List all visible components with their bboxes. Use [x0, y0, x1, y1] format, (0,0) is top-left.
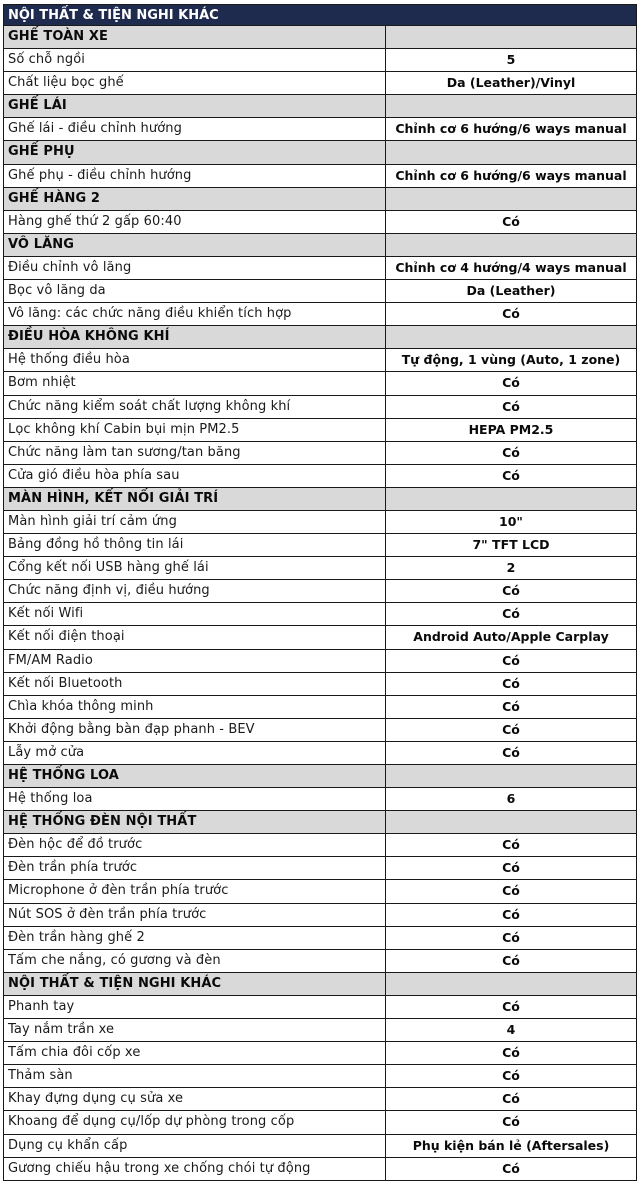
- row-value: Có: [502, 952, 520, 968]
- row-value: Có: [502, 583, 520, 599]
- table-row: [3, 1135, 637, 1158]
- section-title: VÔ LĂNG: [4, 234, 386, 256]
- table-row: [3, 49, 637, 72]
- table-row: [3, 996, 637, 1019]
- row-value: Có: [502, 929, 520, 945]
- table-row: [3, 557, 637, 580]
- table-row: [3, 580, 637, 603]
- row-value: Có: [502, 860, 520, 876]
- row-value: Chỉnh cơ 6 hướng/6 ways manual: [395, 167, 627, 183]
- row-value: Da (Leather): [466, 283, 556, 299]
- section-header-row: [3, 326, 637, 349]
- row-label: Bơm nhiệt: [4, 372, 386, 394]
- row-value: 10": [499, 513, 523, 529]
- table-row: [3, 1019, 637, 1042]
- row-label: Nút SOS ở đèn trần phía trước: [4, 904, 386, 926]
- table-row: [3, 904, 637, 927]
- row-label: Hệ thống điều hòa: [4, 349, 386, 371]
- row-label: Cửa gió điều hòa phía sau: [4, 465, 386, 487]
- row-label: Ghế phụ - điều chỉnh hướng: [4, 165, 386, 187]
- section-value-cell: [386, 95, 636, 117]
- table-row: [3, 927, 637, 950]
- table-row: [3, 857, 637, 880]
- row-label: Đèn trần phía trước: [4, 857, 386, 879]
- row-label: Khoang để dụng cụ/lốp dự phòng trong cốp: [4, 1111, 386, 1133]
- row-label: Bọc vô lăng da: [4, 280, 386, 302]
- row-label: Chức năng làm tan sương/tan băng: [4, 442, 386, 464]
- row-label: Hàng ghế thứ 2 gấp 60:40: [4, 211, 386, 233]
- table-row: [3, 834, 637, 857]
- row-value: Tự động, 1 vùng (Auto, 1 zone): [401, 352, 621, 368]
- row-value: Có: [502, 444, 520, 460]
- section-title: ĐIỀU HÒA KHÔNG KHÍ: [4, 326, 386, 348]
- section-value-cell: [386, 326, 636, 348]
- section-value-cell: [386, 26, 636, 48]
- row-label: Ghế lái - điều chỉnh hướng: [4, 118, 386, 140]
- spec-table: [3, 4, 637, 1181]
- row-value: Có: [502, 698, 520, 714]
- row-label: Vô lăng: các chức năng điều khiển tích hợp: [4, 303, 386, 325]
- section-header-row: [3, 188, 637, 211]
- table-row: [3, 719, 637, 742]
- row-value: Có: [502, 837, 520, 853]
- section-value-cell: [386, 973, 636, 995]
- row-label: Bảng đồng hồ thông tin lái: [4, 534, 386, 556]
- row-label: Chìa khóa thông minh: [4, 696, 386, 718]
- row-value: Chỉnh cơ 6 hướng/6 ways manual: [395, 121, 627, 137]
- row-value: Có: [502, 1160, 520, 1176]
- table-row: [3, 349, 637, 372]
- section-header-row: [3, 234, 637, 257]
- row-value: Có: [502, 213, 520, 229]
- row-value: Có: [502, 1045, 520, 1061]
- table-row: [3, 211, 637, 234]
- table-row: [3, 511, 637, 534]
- row-value: Phụ kiện bán lẻ (Aftersales): [412, 1137, 610, 1153]
- table-row: [3, 626, 637, 649]
- section-title: GHẾ HÀNG 2: [4, 188, 386, 210]
- row-value: 6: [506, 791, 516, 807]
- table-row: [3, 396, 637, 419]
- row-value: 2: [506, 560, 516, 576]
- table-row: [3, 1065, 637, 1088]
- row-value: Chỉnh cơ 4 hướng/4 ways manual: [395, 259, 627, 275]
- section-title: GHẾ TOÀN XE: [4, 26, 386, 48]
- section-value-cell: [386, 188, 636, 210]
- row-label: Dụng cụ khẩn cấp: [4, 1135, 386, 1157]
- section-value-cell: [386, 811, 636, 833]
- section-title: NỘI THẤT & TIỆN NGHI KHÁC: [4, 973, 386, 995]
- row-value: Có: [502, 467, 520, 483]
- table-row: [3, 673, 637, 696]
- row-label: Tấm chia đôi cốp xe: [4, 1042, 386, 1064]
- row-label: Đèn hộc để đồ trước: [4, 834, 386, 856]
- row-label: FM/AM Radio: [4, 650, 386, 672]
- table-row: [3, 1158, 637, 1181]
- row-label: Đèn trần hàng ghế 2: [4, 927, 386, 949]
- table-row: [3, 372, 637, 395]
- row-value: Có: [502, 1091, 520, 1107]
- table-row: [3, 950, 637, 973]
- table-row: [3, 696, 637, 719]
- table-row: [3, 1088, 637, 1111]
- row-value: Có: [502, 1068, 520, 1084]
- row-label: Kết nối Bluetooth: [4, 673, 386, 695]
- table-row: [3, 603, 637, 626]
- table-row: [3, 419, 637, 442]
- section-title: HỆ THỐNG LOA: [4, 765, 386, 787]
- section-value-cell: [386, 765, 636, 787]
- row-value: Có: [502, 721, 520, 737]
- table-body: [3, 26, 637, 1181]
- table-row: [3, 465, 637, 488]
- row-label: Lẫy mở cửa: [4, 742, 386, 764]
- row-label: Cổng kết nối USB hàng ghế lái: [4, 557, 386, 579]
- row-value: 7" TFT LCD: [472, 537, 550, 553]
- table-row: [3, 788, 637, 811]
- row-label: Khởi động bằng bàn đạp phanh - BEV: [4, 719, 386, 741]
- table-row: [3, 165, 637, 188]
- table-row: [3, 118, 637, 141]
- row-value: Có: [502, 606, 520, 622]
- row-label: Chức năng định vị, điều hướng: [4, 580, 386, 602]
- section-header-row: [3, 26, 637, 49]
- section-header-row: [3, 973, 637, 996]
- section-title: GHẾ LÁI: [4, 95, 386, 117]
- row-label: Phanh tay: [4, 996, 386, 1018]
- row-label: Tay nắm trần xe: [4, 1019, 386, 1041]
- table-row: [3, 1042, 637, 1065]
- section-value-cell: [386, 488, 636, 510]
- row-label: Thảm sàn: [4, 1065, 386, 1087]
- row-value: 4: [506, 1022, 516, 1038]
- row-value: Có: [502, 675, 520, 691]
- row-label: Kết nối điện thoại: [4, 626, 386, 648]
- row-value: 5: [506, 52, 516, 68]
- table-row: [3, 1111, 637, 1134]
- table-row: [3, 742, 637, 765]
- section-title: MÀN HÌNH, KẾT NỐI GIẢI TRÍ: [4, 488, 386, 510]
- row-label: Chức năng kiểm soát chất lượng không khí: [4, 396, 386, 418]
- table-row: [3, 880, 637, 903]
- section-header-row: [3, 141, 637, 164]
- table-row: [3, 534, 637, 557]
- section-title: HỆ THỐNG ĐÈN NỘI THẤT: [4, 811, 386, 833]
- table-row: [3, 280, 637, 303]
- row-value: HEPA PM2.5: [468, 421, 554, 437]
- row-value: Android Auto/Apple Carplay: [413, 629, 609, 645]
- row-label: Microphone ở đèn trần phía trước: [4, 880, 386, 902]
- section-title: GHẾ PHỤ: [4, 141, 386, 163]
- section-header-row: [3, 95, 637, 118]
- section-header-row: [3, 811, 637, 834]
- row-value: Có: [502, 375, 520, 391]
- row-value: Có: [502, 744, 520, 760]
- row-label: Tấm che nắng, có gương và đèn: [4, 950, 386, 972]
- row-value: Có: [502, 652, 520, 668]
- section-header-row: [3, 488, 637, 511]
- row-label: Kết nối Wifi: [4, 603, 386, 625]
- row-label: Số chỗ ngồi: [4, 49, 386, 71]
- row-value: Có: [502, 998, 520, 1014]
- table-row: [3, 442, 637, 465]
- table-title: NỘI THẤT & TIỆN NGHI KHÁC: [3, 5, 637, 26]
- row-value: Có: [502, 1114, 520, 1130]
- row-value: Có: [502, 398, 520, 414]
- row-label: Màn hình giải trí cảm ứng: [4, 511, 386, 533]
- section-value-cell: [386, 234, 636, 256]
- table-row: [3, 72, 637, 95]
- row-label: Lọc không khí Cabin bụi mịn PM2.5: [4, 419, 386, 441]
- row-label: Điều chỉnh vô lăng: [4, 257, 386, 279]
- table-row: [3, 257, 637, 280]
- row-value: Có: [502, 906, 520, 922]
- row-value: Có: [502, 306, 520, 322]
- section-header-row: [3, 765, 637, 788]
- table-row: [3, 650, 637, 673]
- row-label: Khay đựng dụng cụ sửa xe: [4, 1088, 386, 1110]
- row-label: Chất liệu bọc ghế: [4, 72, 386, 94]
- section-value-cell: [386, 141, 636, 163]
- row-label: Hệ thống loa: [4, 788, 386, 810]
- table-row: [3, 303, 637, 326]
- row-label: Gương chiếu hậu trong xe chống chói tự động: [4, 1158, 386, 1180]
- row-value: Có: [502, 883, 520, 899]
- row-value: Da (Leather)/Vinyl: [446, 75, 576, 91]
